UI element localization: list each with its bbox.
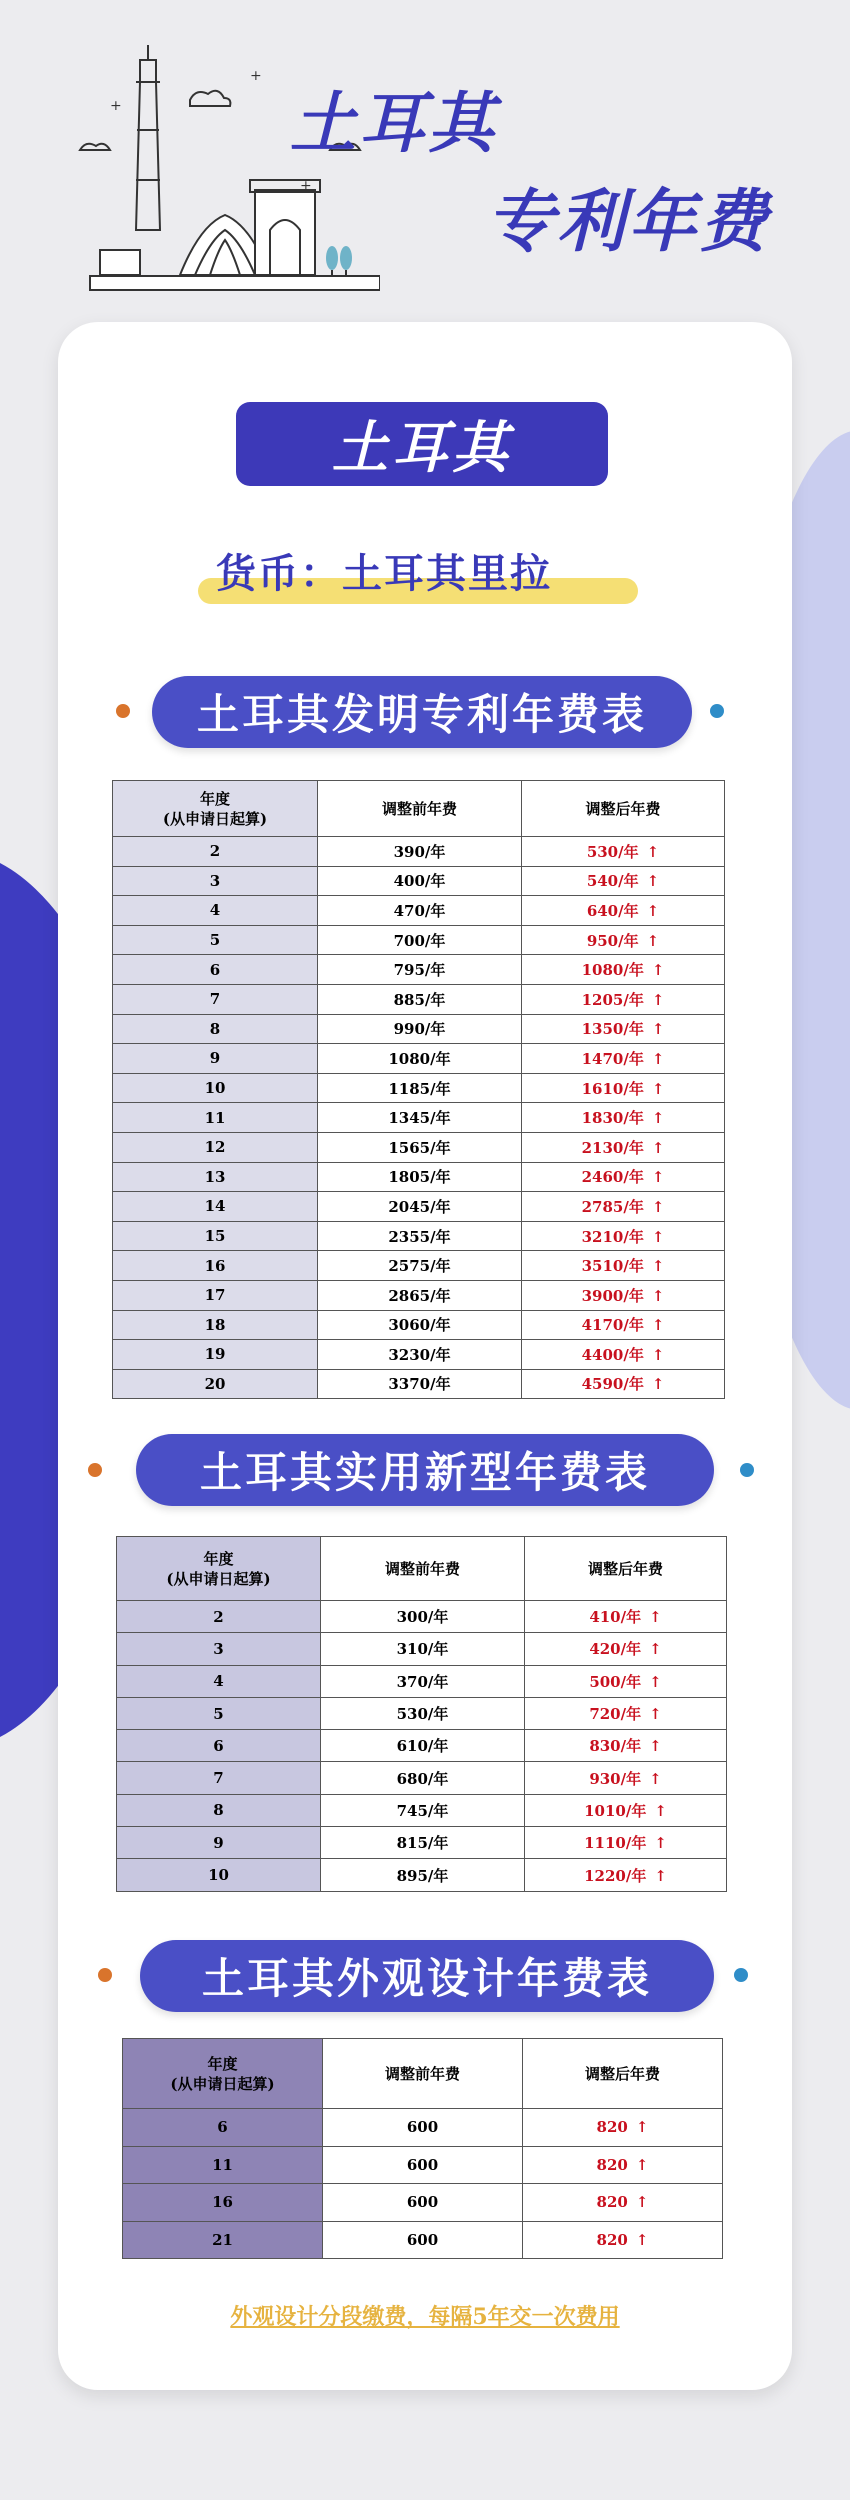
fee-before-cell: 885/年 <box>318 984 522 1014</box>
table-row <box>113 1162 725 1192</box>
currency-label-wrap <box>198 540 638 610</box>
fee-after-value: 4170/年 <box>581 1316 644 1335</box>
year-cell: 8 <box>117 1794 321 1826</box>
increase-arrow-icon: ↑ <box>654 1866 667 1885</box>
fee-after-cell <box>522 1014 725 1044</box>
fee-after-cell <box>522 1192 725 1222</box>
table-row <box>117 1827 727 1859</box>
column-header-year: 年度 (从申请日起算) <box>123 2039 323 2109</box>
year-cell: 15 <box>113 1221 318 1251</box>
increase-arrow-icon: ↑ <box>635 2230 649 2249</box>
decor-dot-blue <box>740 1463 754 1477</box>
year-cell: 3 <box>113 866 318 896</box>
invention-fee-table <box>112 780 725 1399</box>
increase-arrow-icon: ↑ <box>651 1168 665 1187</box>
fee-after-value: 830/年 <box>589 1737 642 1756</box>
increase-arrow-icon: ↑ <box>646 872 660 891</box>
table-row <box>113 984 725 1014</box>
increase-arrow-icon: ↑ <box>649 1640 662 1659</box>
fee-after-cell <box>523 2109 723 2147</box>
year-cell: 6 <box>117 1730 321 1762</box>
year-cell: 9 <box>113 1044 318 1074</box>
increase-arrow-icon: ↑ <box>651 1079 665 1098</box>
fee-after-value: 2785/年 <box>581 1197 644 1216</box>
increase-arrow-icon: ↑ <box>651 1020 665 1039</box>
decor-dot-blue <box>734 1968 748 1982</box>
column-header-year: 年度 (从申请日起算) <box>117 1537 321 1601</box>
fee-before-cell: 470/年 <box>318 896 522 926</box>
fee-before-cell: 390/年 <box>318 837 522 867</box>
year-cell: 10 <box>117 1859 321 1891</box>
fee-after-cell <box>522 866 725 896</box>
fee-after-cell <box>522 896 725 926</box>
table-row <box>113 1014 725 1044</box>
decor-dot-orange <box>116 704 130 718</box>
increase-arrow-icon: ↑ <box>651 1049 665 1068</box>
fee-before-cell: 300/年 <box>321 1601 525 1633</box>
table-row <box>113 1369 725 1399</box>
design-fee-table <box>122 2038 723 2259</box>
fee-after-cell <box>525 1794 727 1826</box>
year-cell: 3 <box>117 1633 321 1665</box>
year-cell: 21 <box>123 2221 323 2259</box>
increase-arrow-icon: ↑ <box>649 1672 662 1691</box>
column-header-year: 年度 (从申请日起算) <box>113 781 318 837</box>
fee-after-cell <box>525 1859 727 1891</box>
table-row <box>123 2146 723 2184</box>
column-header-after: 调整后年费 <box>525 1537 727 1601</box>
table-row <box>117 1794 727 1826</box>
column-header-before: 调整前年费 <box>323 2039 523 2109</box>
fee-after-cell <box>523 2184 723 2222</box>
table-row <box>113 955 725 985</box>
fee-before-cell: 310/年 <box>321 1633 525 1665</box>
year-cell: 18 <box>113 1310 318 1340</box>
fee-before-cell: 2865/年 <box>318 1280 522 1310</box>
fee-after-value: 1110/年 <box>584 1834 647 1853</box>
year-cell: 14 <box>113 1192 318 1222</box>
utility-table-body <box>117 1601 727 1892</box>
fee-after-value: 3510/年 <box>581 1257 644 1276</box>
utility-fee-table <box>116 1536 727 1892</box>
table-row <box>117 1762 727 1794</box>
fee-after-cell <box>522 1280 725 1310</box>
fee-before-cell: 3060/年 <box>318 1310 522 1340</box>
increase-arrow-icon: ↑ <box>654 1834 667 1853</box>
table-row <box>113 925 725 955</box>
column-header-before: 调整前年费 <box>321 1537 525 1601</box>
increase-arrow-icon: ↑ <box>651 1375 665 1394</box>
column-header-after: 调整后年费 <box>523 2039 723 2109</box>
table-row <box>117 1697 727 1729</box>
increase-arrow-icon: ↑ <box>651 1345 665 1364</box>
fee-before-cell: 1185/年 <box>318 1073 522 1103</box>
increase-arrow-icon: ↑ <box>651 961 665 980</box>
fee-before-cell: 1805/年 <box>318 1162 522 1192</box>
year-cell: 6 <box>123 2109 323 2147</box>
fee-after-cell <box>525 1601 727 1633</box>
year-cell: 5 <box>117 1697 321 1729</box>
increase-arrow-icon: ↑ <box>651 1257 665 1276</box>
svg-text:+: + <box>110 98 122 114</box>
increase-arrow-icon: ↑ <box>646 931 660 950</box>
fee-before-cell: 600 <box>323 2109 523 2147</box>
table-row <box>117 1665 727 1697</box>
fee-after-cell <box>522 925 725 955</box>
year-cell: 16 <box>113 1251 318 1281</box>
increase-arrow-icon: ↑ <box>651 1316 665 1335</box>
table-row <box>113 1073 725 1103</box>
table-row <box>113 1132 725 1162</box>
design-table-body <box>123 2109 723 2259</box>
fee-after-cell <box>522 1310 725 1340</box>
fee-after-value: 3900/年 <box>581 1286 644 1305</box>
table-row <box>113 1251 725 1281</box>
fee-before-cell: 1565/年 <box>318 1132 522 1162</box>
fee-before-cell: 1080/年 <box>318 1044 522 1074</box>
country-badge: 土耳其 <box>236 402 608 486</box>
fee-after-cell <box>522 984 725 1014</box>
fee-after-value: 2130/年 <box>581 1138 644 1157</box>
table-row <box>113 1221 725 1251</box>
table-row <box>113 866 725 896</box>
table-row <box>113 837 725 867</box>
table-row <box>117 1730 727 1762</box>
increase-arrow-icon: ↑ <box>651 1138 665 1157</box>
fee-after-value: 4590/年 <box>581 1375 644 1394</box>
fee-after-value: 820 <box>596 2193 628 2212</box>
fee-before-cell: 3370/年 <box>318 1369 522 1399</box>
fee-after-cell <box>522 1073 725 1103</box>
fee-after-value: 1220/年 <box>584 1866 647 1885</box>
fee-before-cell: 815/年 <box>321 1827 525 1859</box>
increase-arrow-icon: ↑ <box>649 1769 662 1788</box>
fee-after-value: 720/年 <box>589 1705 642 1724</box>
table-row <box>113 896 725 926</box>
currency-label: 货币：土耳其里拉 <box>216 551 552 597</box>
year-cell: 4 <box>113 896 318 926</box>
svg-text:+: + <box>300 178 312 194</box>
fee-after-cell <box>523 2146 723 2184</box>
year-cell: 13 <box>113 1162 318 1192</box>
table-row <box>113 1044 725 1074</box>
fee-after-cell <box>525 1697 727 1729</box>
year-cell: 10 <box>113 1073 318 1103</box>
fee-after-cell <box>522 1103 725 1133</box>
table-row <box>123 2109 723 2147</box>
year-cell: 19 <box>113 1340 318 1370</box>
column-header-after: 调整后年费 <box>522 781 725 837</box>
year-cell: 9 <box>117 1827 321 1859</box>
fee-before-cell: 610/年 <box>321 1730 525 1762</box>
fee-after-value: 1205/年 <box>581 990 644 1009</box>
design-section-title: 土耳其外观设计年费表 <box>140 1940 714 2012</box>
invention-section-title: 土耳其发明专利年费表 <box>152 676 692 748</box>
fee-after-cell <box>522 1369 725 1399</box>
increase-arrow-icon: ↑ <box>651 1109 665 1128</box>
fee-before-cell: 3230/年 <box>318 1340 522 1370</box>
increase-arrow-icon: ↑ <box>635 2193 649 2212</box>
year-cell: 7 <box>117 1762 321 1794</box>
fee-after-value: 500/年 <box>589 1672 642 1691</box>
table-row <box>113 1340 725 1370</box>
fee-after-value: 640/年 <box>586 901 639 920</box>
fee-after-cell <box>525 1762 727 1794</box>
increase-arrow-icon: ↑ <box>635 2155 649 2174</box>
fee-before-cell: 1345/年 <box>318 1103 522 1133</box>
fee-after-cell <box>525 1730 727 1762</box>
decor-dot-orange <box>88 1463 102 1477</box>
fee-after-value: 530/年 <box>586 842 639 861</box>
increase-arrow-icon: ↑ <box>651 1286 665 1305</box>
invention-table-body <box>113 837 725 1399</box>
fee-after-value: 540/年 <box>586 872 639 891</box>
year-cell: 2 <box>113 837 318 867</box>
decor-dot-orange <box>98 1968 112 1982</box>
year-cell: 12 <box>113 1132 318 1162</box>
table-row <box>117 1601 727 1633</box>
table-row <box>113 1103 725 1133</box>
increase-arrow-icon: ↑ <box>646 901 660 920</box>
utility-section-title: 土耳其实用新型年费表 <box>136 1434 714 1506</box>
year-cell: 17 <box>113 1280 318 1310</box>
header-title-line2: 专利年费 <box>486 183 771 262</box>
table-row <box>113 1310 725 1340</box>
fee-after-value: 3210/年 <box>581 1227 644 1246</box>
table-row <box>113 1280 725 1310</box>
increase-arrow-icon: ↑ <box>649 1737 662 1756</box>
fee-after-value: 1470/年 <box>581 1049 644 1068</box>
fee-before-cell: 680/年 <box>321 1762 525 1794</box>
year-cell: 11 <box>123 2146 323 2184</box>
increase-arrow-icon: ↑ <box>649 1705 662 1724</box>
fee-after-cell <box>525 1633 727 1665</box>
header-title-line1: 土耳其 <box>290 85 497 162</box>
fee-before-cell: 745/年 <box>321 1794 525 1826</box>
fee-after-cell <box>522 837 725 867</box>
increase-arrow-icon: ↑ <box>649 1608 662 1627</box>
year-cell: 11 <box>113 1103 318 1133</box>
fee-after-cell <box>522 1221 725 1251</box>
fee-before-cell: 895/年 <box>321 1859 525 1891</box>
fee-after-cell <box>522 955 725 985</box>
fee-after-cell <box>522 1132 725 1162</box>
year-cell: 5 <box>113 925 318 955</box>
year-cell: 8 <box>113 1014 318 1044</box>
fee-after-cell <box>522 1340 725 1370</box>
fee-after-cell <box>522 1044 725 1074</box>
year-cell: 20 <box>113 1369 318 1399</box>
table-row <box>123 2184 723 2222</box>
column-header-before: 调整前年费 <box>318 781 522 837</box>
fee-after-value: 820 <box>596 2230 628 2249</box>
fee-after-cell <box>523 2221 723 2259</box>
fee-after-value: 1350/年 <box>581 1020 644 1039</box>
fee-after-cell <box>522 1162 725 1192</box>
year-cell: 4 <box>117 1665 321 1697</box>
year-cell: 16 <box>123 2184 323 2222</box>
fee-after-value: 820 <box>596 2118 628 2137</box>
increase-arrow-icon: ↑ <box>651 1227 665 1246</box>
footer-note: 外观设计分段缴费，每隔5年交一次费用 <box>230 2304 620 2330</box>
fee-before-cell: 600 <box>323 2146 523 2184</box>
fee-before-cell: 2575/年 <box>318 1251 522 1281</box>
table-row <box>123 2221 723 2259</box>
table-row <box>113 1192 725 1222</box>
table-row <box>117 1633 727 1665</box>
svg-text:+: + <box>250 68 262 84</box>
fee-before-cell: 600 <box>323 2184 523 2222</box>
fee-after-value: 420/年 <box>589 1640 642 1659</box>
decor-dot-blue <box>710 704 724 718</box>
fee-after-cell <box>522 1251 725 1281</box>
year-cell: 7 <box>113 984 318 1014</box>
fee-before-cell: 990/年 <box>318 1014 522 1044</box>
fee-after-value: 4400/年 <box>581 1345 644 1364</box>
increase-arrow-icon: ↑ <box>654 1801 667 1820</box>
increase-arrow-icon: ↑ <box>646 842 660 861</box>
fee-after-cell <box>525 1665 727 1697</box>
fee-after-value: 950/年 <box>586 931 639 950</box>
fee-after-value: 410/年 <box>589 1608 642 1627</box>
year-cell: 6 <box>113 955 318 985</box>
fee-after-value: 1610/年 <box>581 1079 644 1098</box>
fee-before-cell: 600 <box>323 2221 523 2259</box>
fee-before-cell: 400/年 <box>318 866 522 896</box>
fee-before-cell: 700/年 <box>318 925 522 955</box>
fee-after-value: 930/年 <box>589 1769 642 1788</box>
fee-after-value: 2460/年 <box>581 1168 644 1187</box>
increase-arrow-icon: ↑ <box>635 2118 649 2137</box>
fee-before-cell: 370/年 <box>321 1665 525 1697</box>
increase-arrow-icon: ↑ <box>651 1197 665 1216</box>
fee-after-value: 820 <box>596 2155 628 2174</box>
increase-arrow-icon: ↑ <box>651 990 665 1009</box>
fee-before-cell: 2045/年 <box>318 1192 522 1222</box>
fee-before-cell: 2355/年 <box>318 1221 522 1251</box>
table-row <box>117 1859 727 1891</box>
fee-after-value: 1010/年 <box>584 1801 647 1820</box>
fee-before-cell: 530/年 <box>321 1697 525 1729</box>
fee-after-value: 1830/年 <box>581 1109 644 1128</box>
fee-after-value: 1080/年 <box>581 961 644 980</box>
fee-after-cell <box>525 1827 727 1859</box>
fee-before-cell: 795/年 <box>318 955 522 985</box>
year-cell: 2 <box>117 1601 321 1633</box>
